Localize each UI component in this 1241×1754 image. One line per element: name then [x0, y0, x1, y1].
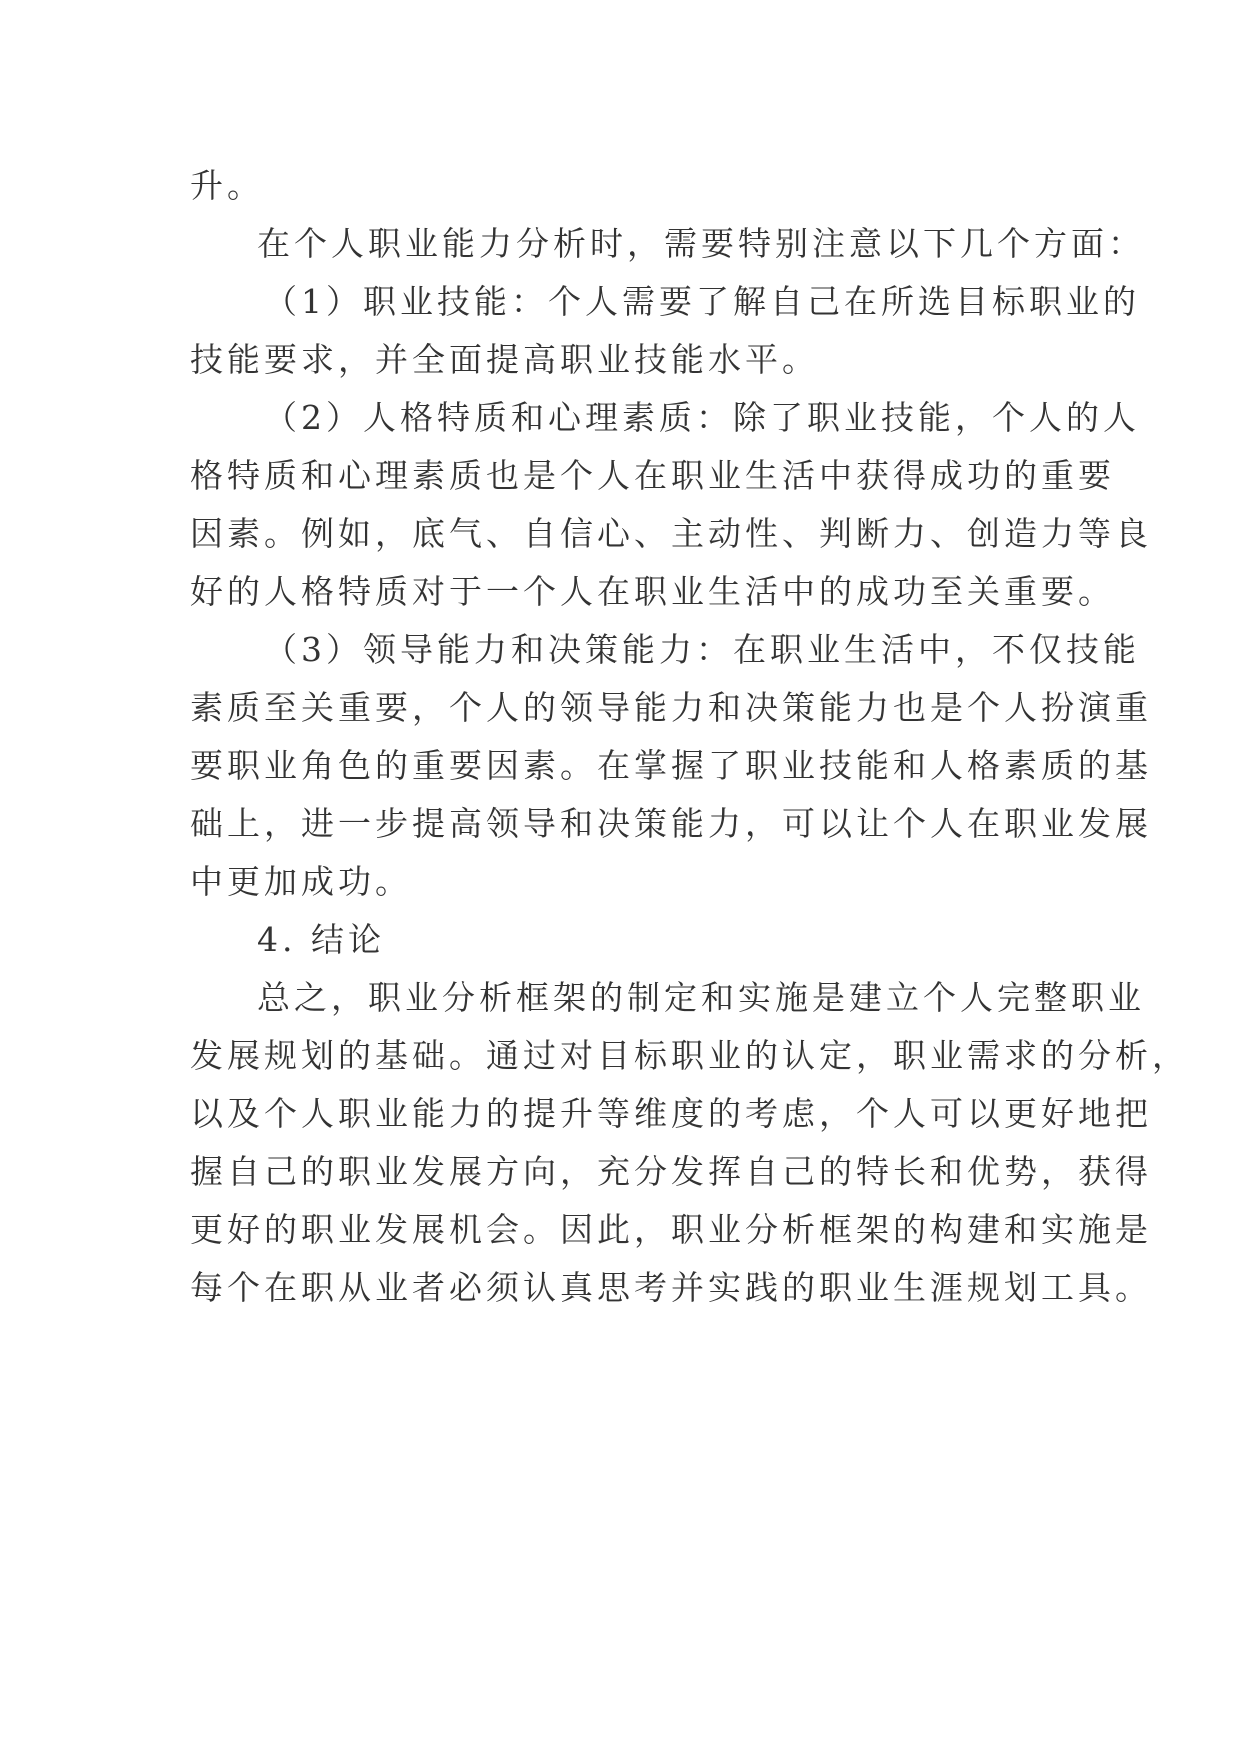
text-line: 技能要求，并全面提高职业技能水平。 — [190, 340, 819, 379]
text-line: 每个在职从业者必须认真思考并实践的职业生涯规划工具。 — [190, 1268, 1152, 1307]
text-line: 总之，职业分析框架的制定和实施是建立个人完整职业 — [257, 978, 1145, 1017]
section-heading: 4. 结论 — [257, 920, 385, 959]
text-line: 发展规划的基础。通过对目标职业的认定，职业需求的分析， — [190, 1036, 1189, 1075]
list-item-line: （1）职业技能：个人需要了解自己在所选目标职业的 — [264, 282, 1140, 321]
text-line: 础上，进一步提高领导和决策能力，可以让个人在职业发展 — [190, 804, 1152, 843]
text-line: 中更加成功。 — [190, 862, 412, 901]
text-line: 以及个人职业能力的提升等维度的考虑，个人可以更好地把 — [190, 1094, 1152, 1133]
text-line: 素质至关重要，个人的领导能力和决策能力也是个人扮演重 — [190, 688, 1152, 727]
text-line: 因素。例如，底气、自信心、主动性、判断力、创造力等良 — [190, 514, 1152, 553]
text-line: 更好的职业发展机会。因此，职业分析框架的构建和实施是 — [190, 1210, 1152, 1249]
text-line: 要职业角色的重要因素。在掌握了职业技能和人格素质的基 — [190, 746, 1152, 785]
text-line: 升。 — [190, 166, 264, 205]
text-line: 握自己的职业发展方向，充分发挥自己的特长和优势，获得 — [190, 1152, 1152, 1191]
text-line: 好的人格特质对于一个人在职业生活中的成功至关重要。 — [190, 572, 1115, 611]
text-line: 格特质和心理素质也是个人在职业生活中获得成功的重要 — [190, 456, 1115, 495]
text-line: 在个人职业能力分析时，需要特别注意以下几个方面： — [257, 224, 1145, 263]
list-item-line: （3）领导能力和决策能力：在职业生活中，不仅技能 — [264, 630, 1140, 669]
list-item-line: （2）人格特质和心理素质：除了职业技能，个人的人 — [264, 398, 1140, 437]
